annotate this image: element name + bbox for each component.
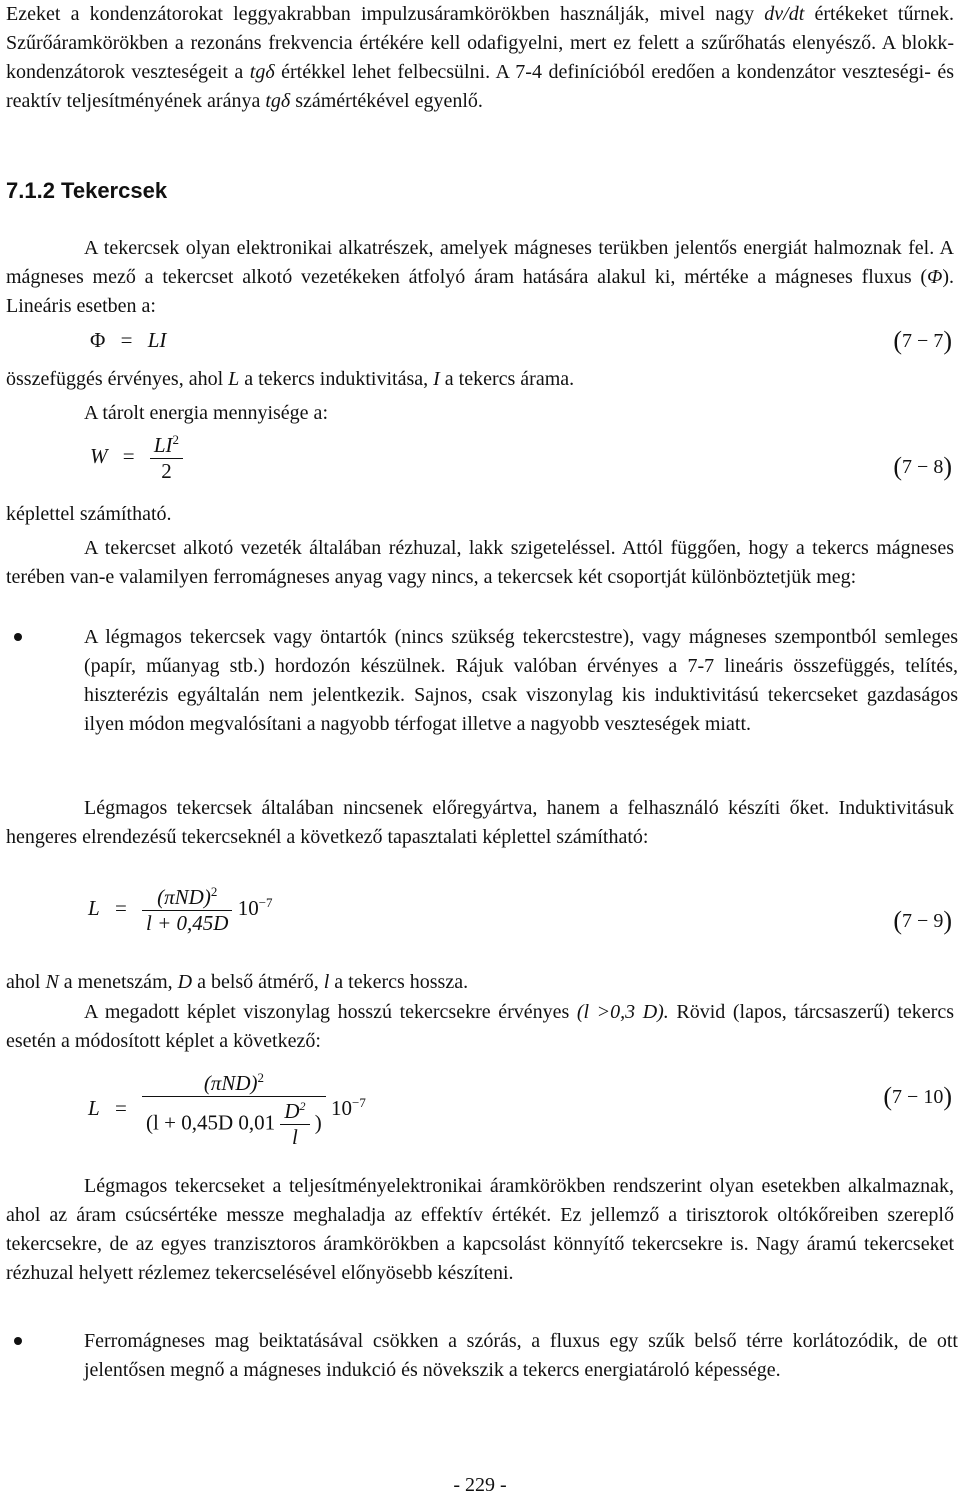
bullet-air-core: A légmagos tekercsek vagy öntartók (nincs szükség tekercstestre), vagy mágneses szempontból semleges (papír, műanyag stb.) hordozón készülnek. Rájuk valóban érvényes a 7-7 lineáris összefüggés, telítés, hiszterézis egyáltalán nem jelentkezik. Sajnos, csak viszonylag kis induktivitású tekercseket gazdaságos ilyen módon megvalósítani a nagyobb térfogat illetve a nagyobb veszteségek miatt. <box>84 626 958 735</box>
section-heading: 7.1.2 Tekercsek <box>6 178 168 203</box>
paragraph-air-core-coils: Légmagos tekercsek általában nincsenek előregyártva, hanem a felhasználó készíti őket. Induktivitásuk hengeres elrendezésű tekercseknél a következő tapasztalati képlettel számítható: <box>6 797 954 848</box>
bullet-ferromagnetic: Ferromágneses mag beiktatásával csökken a szórás, a fluxus egy szűk belső térre korlátozódik, de ott jelentősen megnő a mágneses indukció és növekszik a tekercs energiatároló képessége. <box>84 1330 958 1381</box>
equation-number-7-8: (7 − 8) <box>893 452 952 481</box>
eq-fraction: $\frac{LI^2}{2}$ <box>150 432 183 484</box>
eq-equals: = <box>122 443 135 468</box>
eq-equals: = <box>120 328 133 352</box>
paragraph-linear-relation: összefüggés érvényes, ahol L a tekercs induktivitása, I a tekercs árama. <box>6 368 575 390</box>
page-number: - 229 - <box>453 1474 507 1496</box>
eq-rhs: LI <box>147 328 167 352</box>
paragraph-coil-groups: A tekercset alkotó vezeték általában rézhuzal, lakk szigeteléssel. Attól függően, hogy a tekercs mágneses terében van-e valamilyen ferromágneses anyag vagy nincs, a tekercsek két csoportját különböztetjük meg: <box>6 537 954 588</box>
paragraph-formula-usage: képlettel számítható. <box>6 503 172 525</box>
paragraph-power-electronics: Légmagos tekercseket a teljesítményelektronikai áramkörökben rendszerint olyan esetekben alkalmaznak, ahol az áram csúcsértéke messze meghaladja az effektív értékét. Ez jellemző a tirisztorok oltókőreiben szereplő tekercsekre, de az egyes tranzisztoros áramkörökben a kapcsolást könnyítő tekercsekre is. Nagy áramú tekercseket rézhuzal helyett rézlemez tekercselésével előnyösebb készíteni. <box>6 1175 954 1284</box>
equation-number-7-10: (7 − 10) <box>883 1082 952 1111</box>
equation-7-10: L = $(\pi ND)^2$ (l + 0,45D 0,01 $\frac{D^2}{l}$ ) $10^{-7}$ <box>88 1070 366 1149</box>
eq-fraction: $(\pi ND)^2$ (l + 0,45D 0,01 $\frac{D^2}{l}$ ) <box>142 1070 326 1150</box>
equation-7-9: L = $\frac{(\pi ND)^2}{l + 0,45D}$ $10^{-7}$ <box>88 884 273 935</box>
eq-lhs: Φ <box>90 328 106 352</box>
intro-paragraph: Ezeket a kondenzátorokat leggyakrabban impulzusáramkörökben használják, mivel nagy dv/dt értékeket tűrnek. Szűrőáramkörökben a rezonáns frekvencia értékére kell odafigyelni, mert ez felett a szűrőhatás elenyésző. A blokk-kondenzátorok veszteségeit a tgδ értékkel lehet felbecsülni. A 7-4 definícióból eredően a kondenzátor veszteségi- és reaktív teljesítményének aránya tgδ számértékével egyenlő. <box>6 3 955 112</box>
eq-lhs: W <box>90 443 108 468</box>
equation-number-7-9: (7 − 9) <box>893 906 952 935</box>
equation-number-7-7: (7 − 7) <box>893 326 952 355</box>
bullet-point <box>14 633 22 641</box>
paragraph-short-coils: A megadott képlet viszonylag hosszú tekercsekre érvényes (l >0,3 D). Rövid (lapos, tárcsaszerű) tekercs esetén a módosított képlet a következő: <box>6 1001 954 1052</box>
equation-7-7 <box>90 328 166 353</box>
equation-7-8 <box>90 432 183 484</box>
paragraph-symbols: ahol N a menetszám, D a belső átmérő, l a tekercs hossza. <box>6 971 469 993</box>
paragraph-inductors-intro: A tekercsek olyan elektronikai alkatrészek, amelyek mágneses terükben jelentős energiát halmoznak fel. A mágneses mező a tekercset alkotó vezetékeken átfolyó áram hatására alakul ki, mértéke a mágneses fluxus (Φ). Lineáris esetben a: <box>6 237 954 317</box>
eq-fraction: $\frac{(\pi ND)^2}{l + 0,45D}$ <box>142 884 232 936</box>
paragraph-stored-energy: A tárolt energia mennyisége a: <box>84 402 328 424</box>
bullet-point <box>14 1337 22 1345</box>
